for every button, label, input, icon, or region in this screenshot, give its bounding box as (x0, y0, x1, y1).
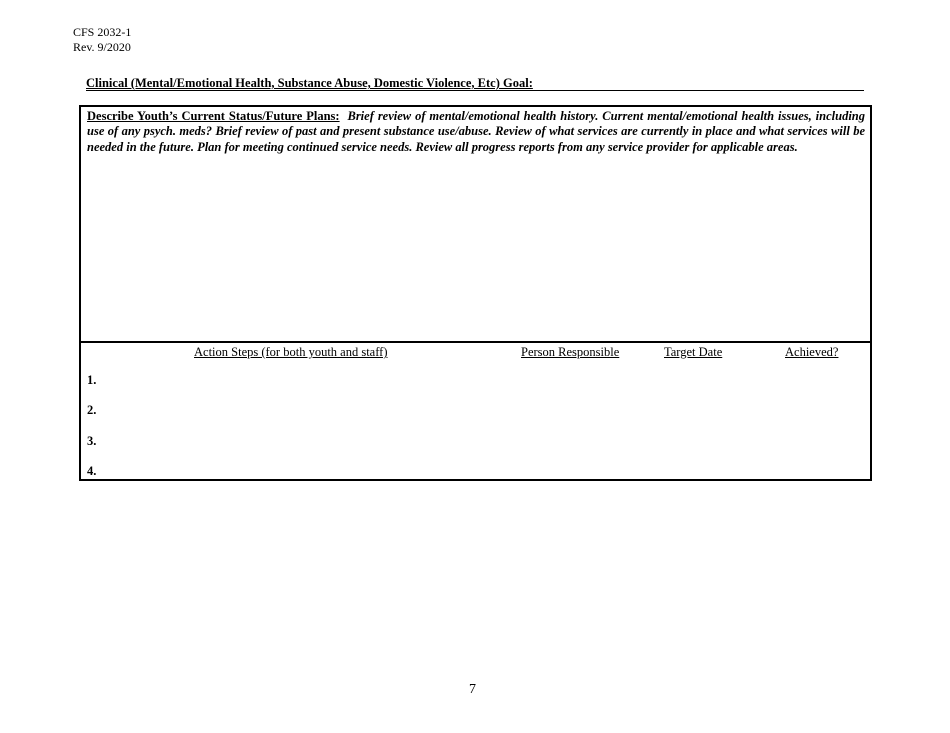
status-section[interactable] (81, 107, 870, 343)
action-step-3-number: 3. (87, 434, 97, 448)
form-identifier (73, 25, 131, 55)
status-description (87, 109, 865, 155)
column-header-person-responsible: Person Responsible (521, 345, 620, 359)
status-instructions: Brief review of mental/emotional health history. Current mental/emotional health issues, including use of any psych. meds? Brief review of past and present substance use/abuse. Review of what services are currently in place and what services will be needed in the future. Plan for meeting continued service needs. Review all progress reports from any service provider for applicable areas. (87, 109, 865, 154)
action-step-1-number: 1. (87, 373, 97, 387)
column-header-target-date: Target Date (664, 345, 723, 359)
form-number: CFS 2032-1 (73, 25, 132, 39)
page-number: 7 (469, 682, 476, 697)
column-header-achieved: Achieved? (785, 345, 839, 359)
action-plan-form (79, 105, 872, 481)
goal-field[interactable] (86, 76, 864, 91)
action-step-2-number: 2. (87, 403, 97, 417)
status-heading: Describe Youth’s Current Status/Future Plans: (87, 109, 340, 123)
action-step-4-number: 4. (87, 464, 97, 478)
form-revision: Rev. 9/2020 (73, 40, 131, 54)
goal-label: Clinical (Mental/Emotional Health, Substance Abuse, Domestic Violence, Etc) Goal: (86, 76, 533, 90)
column-header-action-steps: Action Steps (for both youth and staff) (194, 345, 388, 359)
